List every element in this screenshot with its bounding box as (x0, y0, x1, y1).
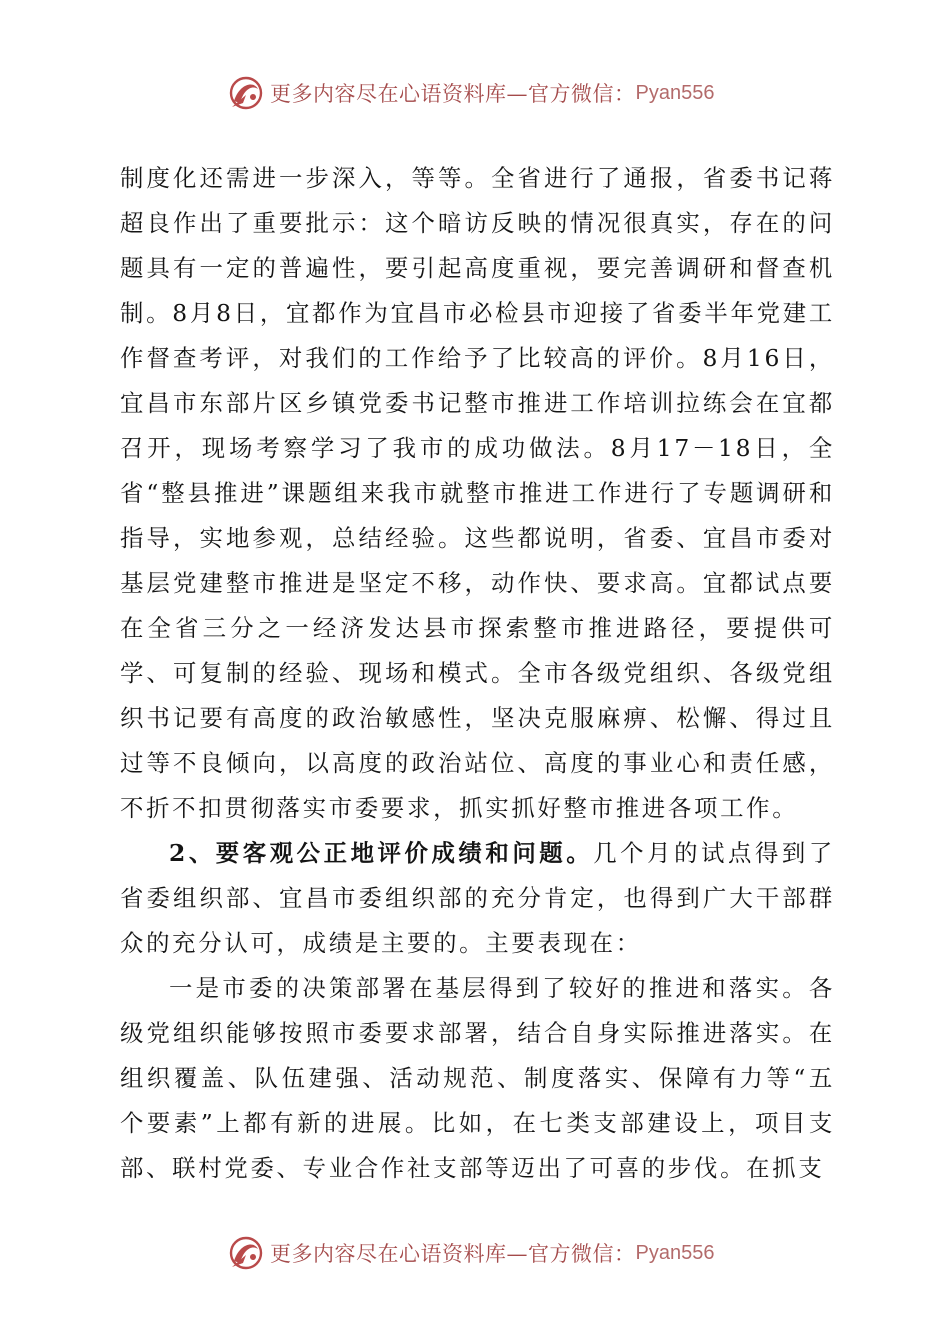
watermark-wechat-id: Pyan556 (635, 1241, 715, 1264)
paragraph-2-heading: 2、要客观公正地评价成绩和问题。 (169, 839, 594, 867)
watermark-text: 更多内容尽在心语资料库—官方微信： (270, 82, 636, 106)
watermark-text: 更多内容尽在心语资料库—官方微信： (270, 1242, 636, 1266)
ink-seal-swirl-icon (226, 1233, 266, 1273)
footer-watermark (226, 1231, 714, 1275)
paragraph-2 (120, 831, 835, 966)
watermark-wechat-id: Pyan556 (635, 81, 715, 104)
ink-seal-swirl-icon (226, 73, 266, 113)
paragraph-1: 制度化还需进一步深入，等等。全省进行了通报，省委书记蒋超良作出了重要批示：这个暗访反映的情况很真实，存在的问题具有一定的普遍性，要引起高度重视，要完善调研和督查机制。8月8日，宜都作为宜昌市必检县市迎接了省委半年党建工作督查考评，对我们的工作给予了比较高的评价。8月16日，宜昌市东部片区乡镇党委书记整市推进工作培训拉练会在宜都召开，现场考察学习了我市的成功做法。8月17－18日，全省“整县推进”课题组来我市就整市推进工作进行了专题调研和指导，实地参观，总结经验。这些都说明，省委、宜昌市委对基层党建整市推进是坚定不移，动作快、要求高。宜都试点要在全省三分之一经济发达县市探索整市推进路径，要提供可学、可复制的经验、现场和模式。全市各级党组织、各级党组织书记要有高度的政治敏感性，坚决克服麻痹、松懈、得过且过等不良倾向，以高度的政治站位、高度的事业心和责任感，不折不扣贯彻落实市委要求，抓实抓好整市推进各项工作。 (120, 164, 835, 822)
header-watermark (226, 71, 714, 115)
body-text (120, 156, 835, 1191)
paragraph-2-text: 几个月的试点得到了省委组织部、宜昌市委组织部的充分肯定，也得到广大干部群众的充分认可，成绩是主要的。主要表现在： (120, 839, 835, 957)
paragraph-3: 一是市委的决策部署在基层得到了较好的推进和落实。各级党组织能够按照市委要求部署，结合自身实际推进落实。在组织覆盖、队伍建强、活动规范、制度落实、保障有力等“五个要素”上都有新的进展。比如，在七类支部建设上，项目支部、联村党委、专业合作社支部等迈出了可喜的步伐。在抓支 (120, 974, 835, 1182)
